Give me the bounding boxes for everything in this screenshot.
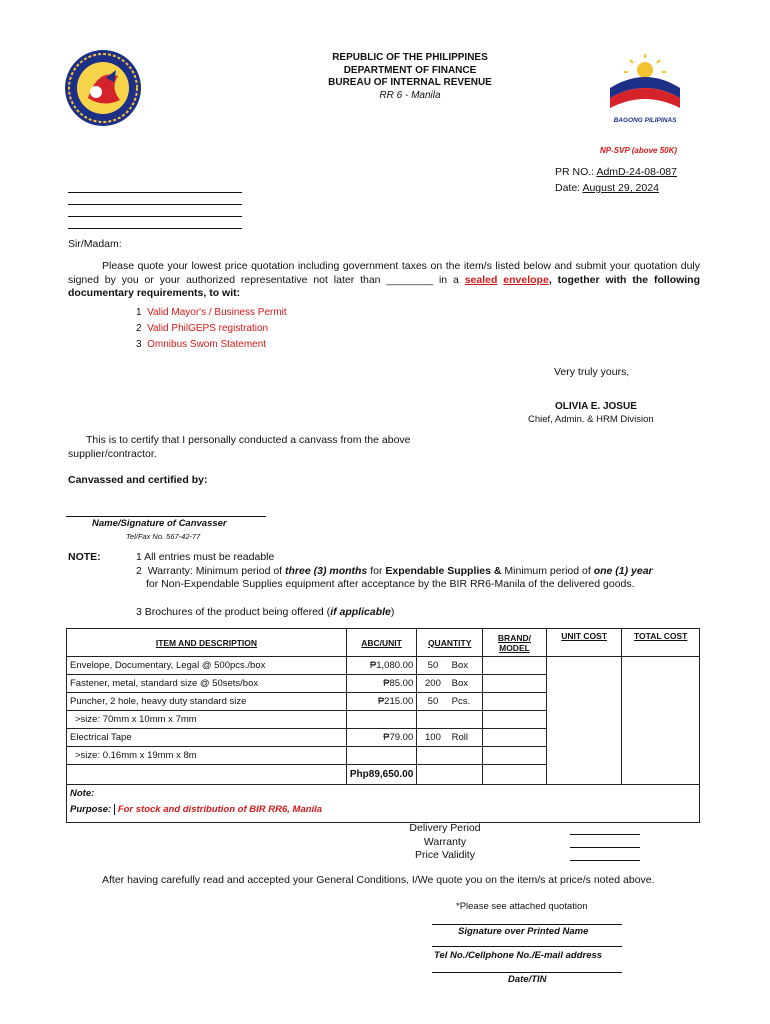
supplier-line-1 [68,192,242,193]
table-row: >size: 70mm x 10mm x 7mm [67,711,700,729]
closing: Very truly yours, [554,366,630,378]
table-header-row [67,629,700,657]
header-line-2: DEPARTMENT OF FINANCE [343,64,477,76]
supplier-line-3 [68,216,242,217]
terms-block [400,822,490,863]
contact-line [432,946,622,947]
header-line-3: BUREAU OF INTERNAL REVENUE [328,77,492,88]
table-note-label: Note: [67,785,700,803]
price-validity-line [570,860,640,861]
signatory-name: OLIVIA E. JOSUE [555,401,637,412]
requirement-item: 2 Valid PhilGEPS registration [136,323,269,334]
note-3: 3 Brochures of the product being offered (if applicable) [136,605,395,618]
acceptance-paragraph: After having carefully read and accepted your General Conditions, I/We quote you on the item/s at price/s noted above. [102,874,655,886]
note-2-cont: for Non-Expendable Supplies equipment after acceptance by the BIR RR6-Manila of the delivered goods. [146,578,635,590]
requirement-item: 3 Omnibus Swom Statement [136,339,267,350]
date-value: August 29, 2024 [582,182,659,194]
col-qty: QUANTITY [417,629,483,657]
date-line: Date: August 29, 2024 [555,182,659,194]
col-unit-cost: UNIT COST [546,629,622,657]
total-abc: Php89,650.00 [346,765,416,785]
contact-label: Tel No./Cellphone No./E-mail address [434,950,603,961]
certify-text: This is to certify that I personally conducted a canvass from the above supplier/contractor. [68,434,411,460]
warranty-line [570,847,640,848]
pr-number: PR NO.: AdmD-24-08-087 [555,166,677,178]
bagong-pilipinas-logo [600,52,690,124]
header-line-1: REPUBLIC OF THE PHILIPPINES [332,52,488,63]
table-total-row [67,765,700,785]
requirements-list [136,305,287,353]
delivery-period-label: Delivery Period [409,822,481,834]
price-validity-label: Price Validity [415,849,475,861]
letterhead [285,52,535,102]
canvassed-label: Canvassed and certified by: [68,474,208,486]
table-row: Electrical Tape ₱79.00 100 Roll [67,729,700,747]
tel-fax: Tel/Fax No. 567-42-77 [126,532,201,541]
attached-note: *Please see attached quotation [456,901,588,912]
table-purpose-row [67,802,700,822]
signature-label: Signature over Printed Name [458,926,589,937]
bir-seal-logo [58,48,148,128]
purpose-value: For stock and distribution of BIR RR6, Manila [114,804,322,815]
items-table [66,628,700,823]
col-total-cost: TOTAL COST [622,629,700,657]
table-note-row [67,785,700,803]
salutation: Sir/Madam: [68,238,122,250]
supplier-line-2 [68,204,242,205]
notes-block [136,551,700,619]
table-row: Puncher, 2 hole, heavy duty standard size ₱215.00 50 Pcs. [67,693,700,711]
canvasser-signature-line [66,516,266,517]
warranty-label: Warranty [423,835,467,848]
table-row: >size: 0.16mm x 19mm x 8m [67,747,700,765]
note-label: NOTE: [68,551,101,563]
note-2: 2 Warranty: Minimum period of three (3) months for Expendable Supplies & Minimum period of one (1) year [136,564,653,577]
col-brand: BRAND/ MODEL [483,629,547,657]
np-svp-label: NP-SVP (above 50K) [600,146,678,155]
envelope-text: envelope [503,273,549,286]
canvasser-label: Name/Signature of Canvasser [92,518,227,529]
request-paragraph: Please quote your lowest price quotation including government taxes on the item/s listed below and submit your quotation duly signed by you or your authorized representative not later than ________ in a sealed envelope, together with the following documentary requirements, to wit: [68,260,701,299]
col-abc: ABC/UNIT [346,629,416,657]
date-tin-label: Date/TIN [508,974,547,985]
note-1: 1 All entries must be readable [136,551,275,563]
purpose-label: Purpose: [70,804,112,815]
bagong-pilipinas-text: BAGONG PILIPINAS [613,117,677,124]
header-line-4: RR 6 - Manila [379,89,441,101]
date-tin-line [432,972,622,973]
pr-number-value: AdmD-24-08-087 [596,166,677,178]
signature-line [432,924,622,925]
sealed-text: sealed [464,273,498,286]
supplier-line-4 [68,228,242,229]
requirement-item: 1 Valid Mayor's / Business Permit [136,307,287,318]
delivery-period-line [570,834,640,835]
signatory-title: Chief, Admin. & HRM Division [528,414,654,425]
table-row: Envelope, Documentary, Legal @ 500pcs./box ₱1,080.00 50 Box [67,657,700,675]
col-item: ITEM AND DESCRIPTION [67,629,347,657]
table-row: Fastener, metal, standard size @ 50sets/box ₱85.00 200 Box [67,675,700,693]
